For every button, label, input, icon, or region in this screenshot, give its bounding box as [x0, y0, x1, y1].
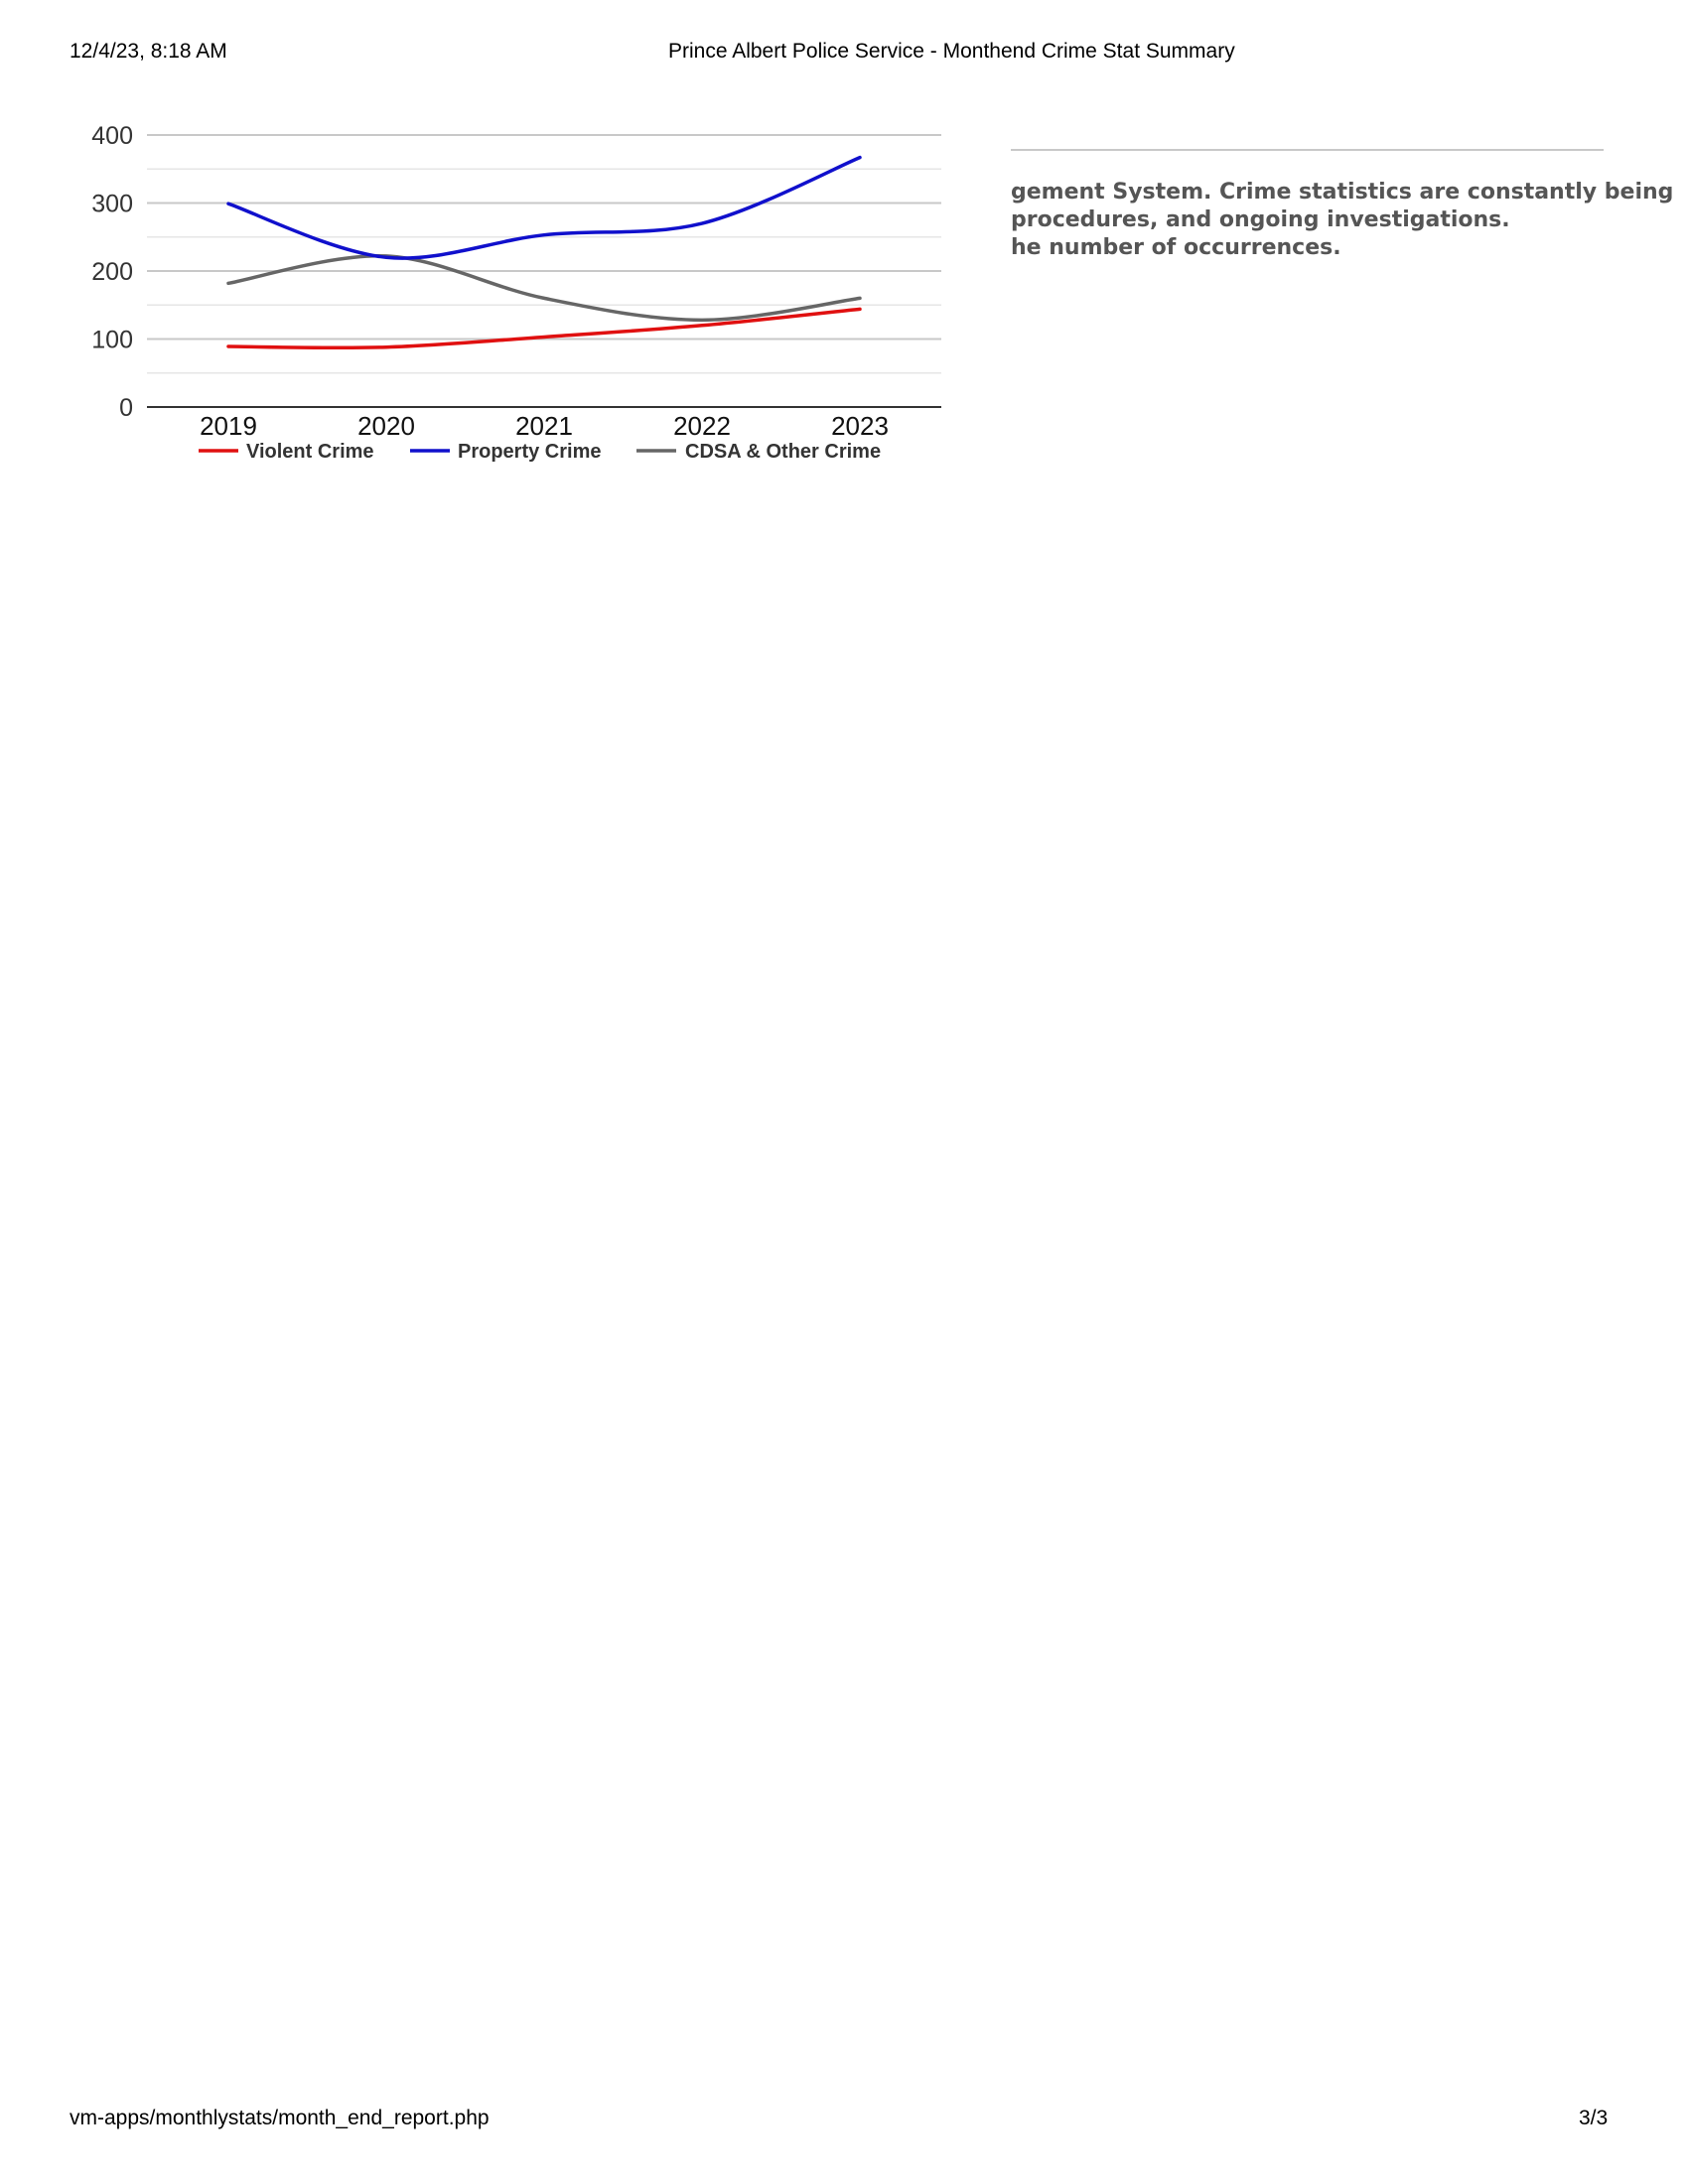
notes-line: he number of occurrences. [1011, 235, 1341, 260]
chart-legend [199, 441, 881, 463]
x-tick-label: 2023 [831, 411, 889, 441]
legend-label-violent-crime: Violent Crime [246, 441, 374, 463]
crime-trend-line-chart [0, 0, 993, 496]
x-tick-label: 2021 [515, 411, 573, 441]
notes-text [1011, 179, 1674, 262]
y-tick-label: 400 [91, 122, 133, 150]
page-number: 3/3 [1579, 2107, 1609, 2129]
y-tick-label: 300 [91, 190, 133, 218]
x-tick-label: 2019 [200, 411, 257, 441]
y-tick-label: 100 [91, 326, 133, 354]
series-line-property-crime [228, 158, 860, 258]
notes-line: gement System. Crime statistics are constantly being [1011, 180, 1674, 205]
x-axis-ticks [200, 411, 889, 441]
notes-line: procedures, and ongoing investigations. [1011, 207, 1510, 232]
print-datetime: 12/4/23, 8:18 AM [70, 40, 227, 63]
x-tick-label: 2020 [357, 411, 415, 441]
legend-label-property-crime: Property Crime [458, 441, 602, 463]
footer-url: vm-apps/monthlystats/month_end_report.php [70, 2107, 490, 2129]
series-line-cdsa-other-crime [228, 256, 860, 321]
legend-label-cdsa-other-crime: CDSA & Other Crime [685, 441, 882, 463]
notes-divider [1011, 149, 1604, 151]
x-tick-label: 2022 [673, 411, 731, 441]
page-title: Prince Albert Police Service - Monthend Crime Stat Summary [668, 40, 1235, 63]
y-axis-ticks [91, 122, 133, 422]
chart-series [228, 158, 860, 348]
y-tick-label: 200 [91, 258, 133, 286]
y-tick-label: 0 [119, 394, 133, 422]
